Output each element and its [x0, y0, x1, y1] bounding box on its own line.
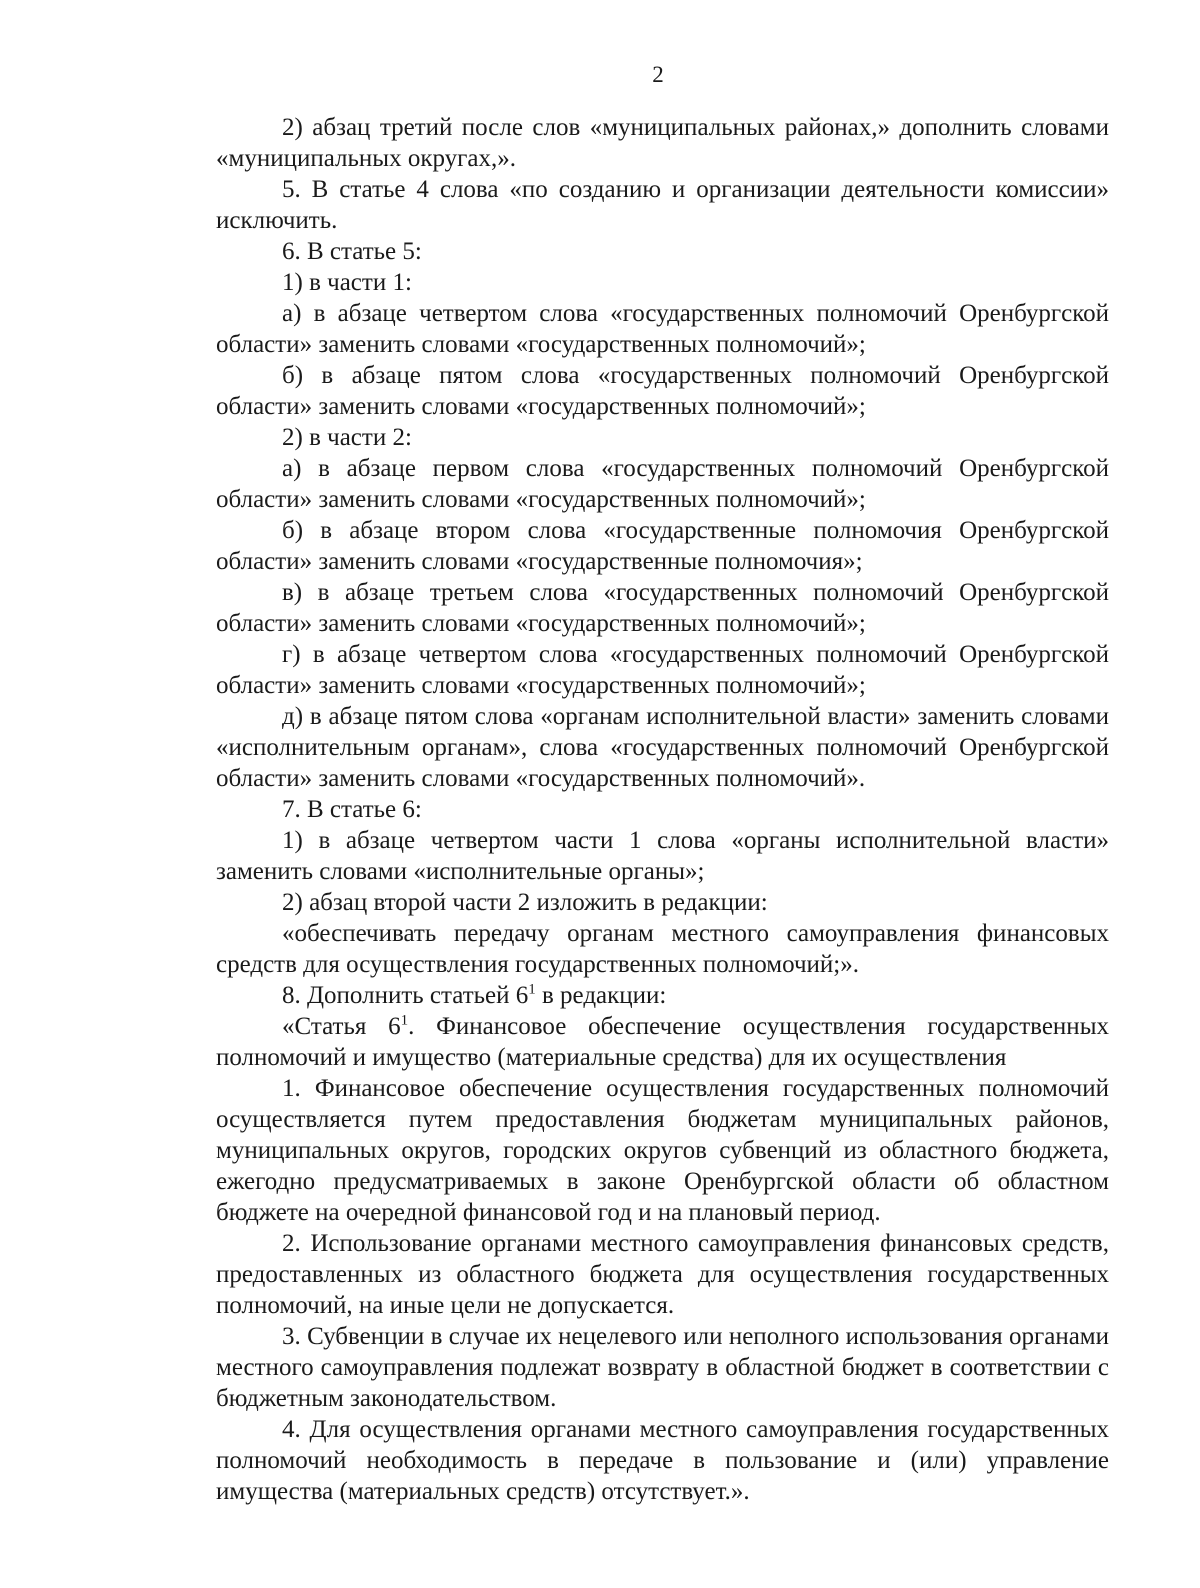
superscript: 1 [528, 981, 536, 998]
paragraph: 1) в части 1: [282, 269, 412, 296]
paragraph: а) в абзаце четвертом слова «государственных полномочий Оренбургской области» заменить словами «государственных полномочий»; [216, 300, 1109, 358]
paragraph: б) в абзаце пятом слова «государственных полномочий Оренбургской области» заменить словами «государственных полномочий»; [216, 362, 1109, 420]
paragraph: 7. В статье 6: [282, 796, 422, 823]
superscript: 1 [400, 1012, 409, 1029]
paragraph: 5. В статье 4 слова «по созданию и организации деятельности комиссии» исключить. [216, 176, 1109, 234]
page-number: 2 [652, 62, 664, 87]
paragraph-text: 8. Дополнить статьей 6 [282, 982, 529, 1009]
paragraph-text: в редакции: [535, 982, 667, 1009]
paragraph-article-insert [216, 980, 1109, 1011]
paragraph: г) в абзаце четвертом слова «государственных полномочий Оренбургской области» заменить словами «государственных полномочий»; [216, 641, 1109, 699]
paragraph-text: . Финансовое обеспечение осуществления государственных полномочий и имущество (материальные средства) для их осуществления [216, 1013, 1109, 1071]
document-body [216, 112, 1109, 1507]
paragraph: 2) абзац второй части 2 изложить в редакции: [282, 889, 768, 916]
paragraph: «обеспечивать передачу органам местного самоуправления финансовых средств для осуществления государственных полномочий;». [216, 920, 1109, 978]
paragraph: 3. Субвенции в случае их нецелевого или неполного использования органами местного самоуправления подлежат возврату в областной бюджет в соответствии с бюджетным законодательством. [216, 1323, 1109, 1412]
paragraph: 6. В статье 5: [282, 238, 422, 265]
paragraph: в) в абзаце третьем слова «государственных полномочий Оренбургской области» заменить словами «государственных полномочий»; [216, 579, 1109, 637]
paragraph: 2. Использование органами местного самоуправления финансовых средств, предоставленных из областного бюджета для осуществления государственных полномочий, на иные цели не допускается. [216, 1230, 1109, 1319]
paragraph: 2) абзац третий после слов «муниципальных районах,» дополнить словами «муниципальных округах,». [216, 114, 1109, 172]
paragraph: 1) в абзаце четвертом части 1 слова «органы исполнительной власти» заменить словами «исполнительные органы»; [216, 827, 1109, 885]
paragraph: б) в абзаце втором слова «государственные полномочия Оренбургской области» заменить словами «государственные полномочия»; [216, 517, 1109, 575]
paragraph: 2) в части 2: [282, 424, 412, 451]
paragraph: д) в абзаце пятом слова «органам исполнительной власти» заменить словами «исполнительным органам», слова «государственных полномочий Оренбургской области» заменить словами «государственных полномочий». [216, 703, 1109, 792]
paragraph: а) в абзаце первом слова «государственных полномочий Оренбургской области» заменить словами «государственных полномочий»; [216, 455, 1109, 513]
article-heading [216, 1011, 1109, 1073]
paragraph-text: «Статья 6 [282, 1013, 401, 1040]
paragraph: 1. Финансовое обеспечение осуществления государственных полномочий осуществляется путем предоставления бюджетам муниципальных районов, муниципальных округов, городских округов субвенций из областного бюджета, ежегодно предусматриваемых в законе Оренбургской области об областном бюджете на очередной финансовой год и на плановый период. [216, 1075, 1109, 1226]
paragraph: 4. Для осуществления органами местного самоуправления государственных полномочий необходимость в передаче в пользование и (или) управление имущества (материальных средств) отсутствует.». [216, 1416, 1109, 1505]
